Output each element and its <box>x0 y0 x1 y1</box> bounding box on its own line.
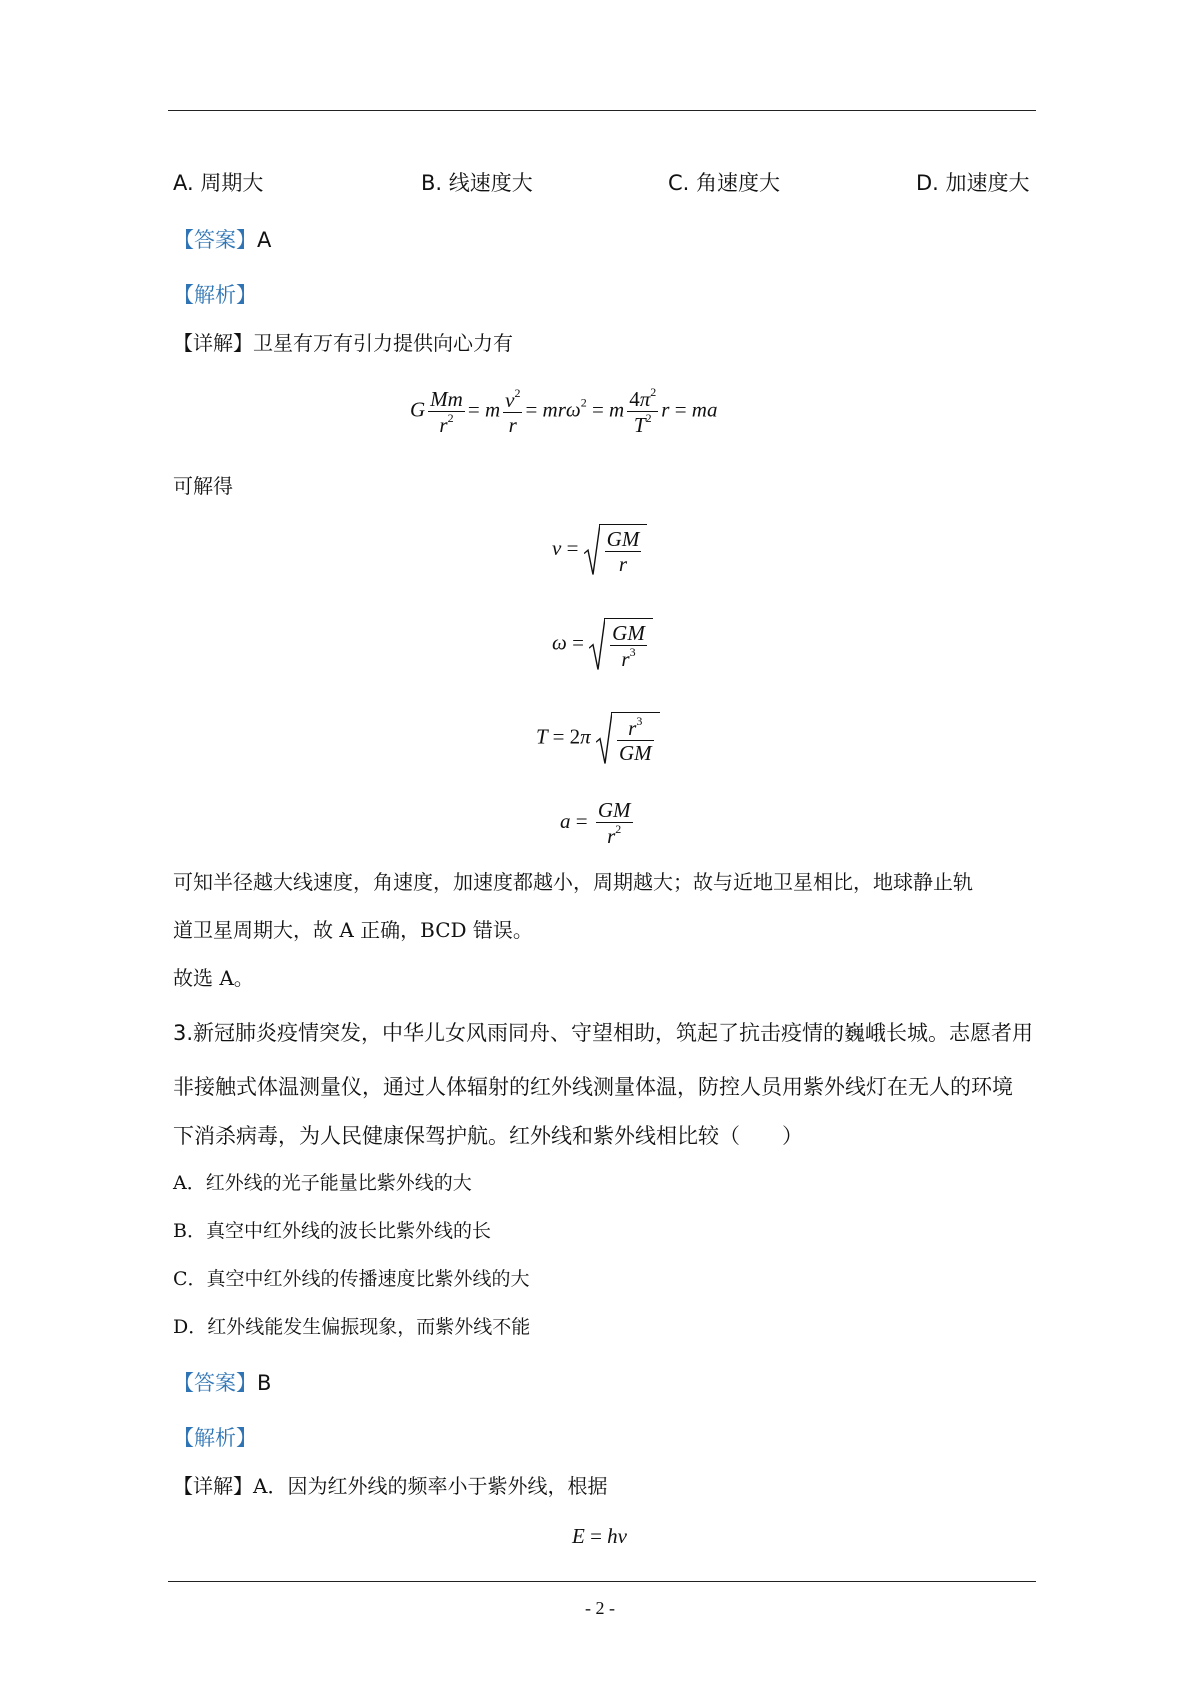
answer-line-q3: 【答案】B <box>173 1371 272 1395</box>
option-c: C. 角速度大 <box>668 171 781 195</box>
equation-omega: ω = $\frac{GM}{r^3}$ <box>552 618 653 671</box>
footer-rule <box>168 1581 1036 1582</box>
option-b: B. 线速度大 <box>421 171 533 195</box>
choice-line-q2: 故选 A。 <box>173 966 254 990</box>
analysis-heading-q2: 【解析】 <box>173 283 257 307</box>
option-d: D. 加速度大 <box>916 171 1030 195</box>
page-number: - 2 - <box>585 1598 615 1618</box>
q3-option-c: C．真空中红外线的传播速度比紫外线的大 <box>173 1268 530 1290</box>
analysis-heading-q3: 【解析】 <box>173 1426 257 1450</box>
conclusion-line-2: 道卫星周期大，故 A 正确，BCD 错误。 <box>173 918 533 942</box>
q3-option-a: A．红外线的光子能量比紫外线的大 <box>173 1172 472 1194</box>
solve-text: 可解得 <box>173 474 233 498</box>
answer-value: B <box>257 1371 272 1395</box>
q3-stem-line-1: 3.新冠肺炎疫情突发，中华儿女风雨同舟、守望相助，筑起了抗击疫情的巍峨长城。志愿者用 <box>173 1021 1034 1045</box>
detail-line-q3: 【详解】A．因为红外线的频率小于紫外线，根据 <box>173 1474 608 1498</box>
conclusion-line-1: 可知半径越大线速度，角速度，加速度都越小，周期越大；故与近地卫星相比，地球静止轨 <box>173 870 973 894</box>
equation-gravity: G $\frac{Mm}{r^2}$ = m $\frac{v^2}{r}$ = mrω$^2$ = m $\frac{4\pi^2}{T^2}$ r = ma <box>410 385 718 438</box>
equation-photon-energy: E = hν <box>572 1524 627 1548</box>
answer-value: A <box>257 228 272 252</box>
q3-option-d: D．红外线能发生偏振现象，而紫外线不能 <box>173 1316 531 1338</box>
header-rule <box>168 110 1036 111</box>
q3-stem-line-2: 非接触式体温测量仪，通过人体辐射的红外线测量体温，防控人员用紫外线灯在无人的环境 <box>173 1075 1013 1099</box>
equation-acceleration: a = $\frac{GM}{r^2}$ <box>560 798 631 849</box>
answer-line-q2: 【答案】A <box>173 228 272 252</box>
q3-stem-line-3: 下消杀病毒，为人民健康保驾护航。红外线和紫外线相比较（ ） <box>173 1124 803 1148</box>
q3-option-b: B．真空中红外线的波长比紫外线的长 <box>173 1220 491 1242</box>
detail-line-q2: 【详解】卫星有万有引力提供向心力有 <box>173 331 513 355</box>
option-a: A. 周期大 <box>173 171 264 195</box>
equation-period: T = 2π $\frac{r^3}{GM}$ <box>536 712 660 765</box>
equation-v: v = $\frac{GM}{r}$ <box>552 524 647 576</box>
